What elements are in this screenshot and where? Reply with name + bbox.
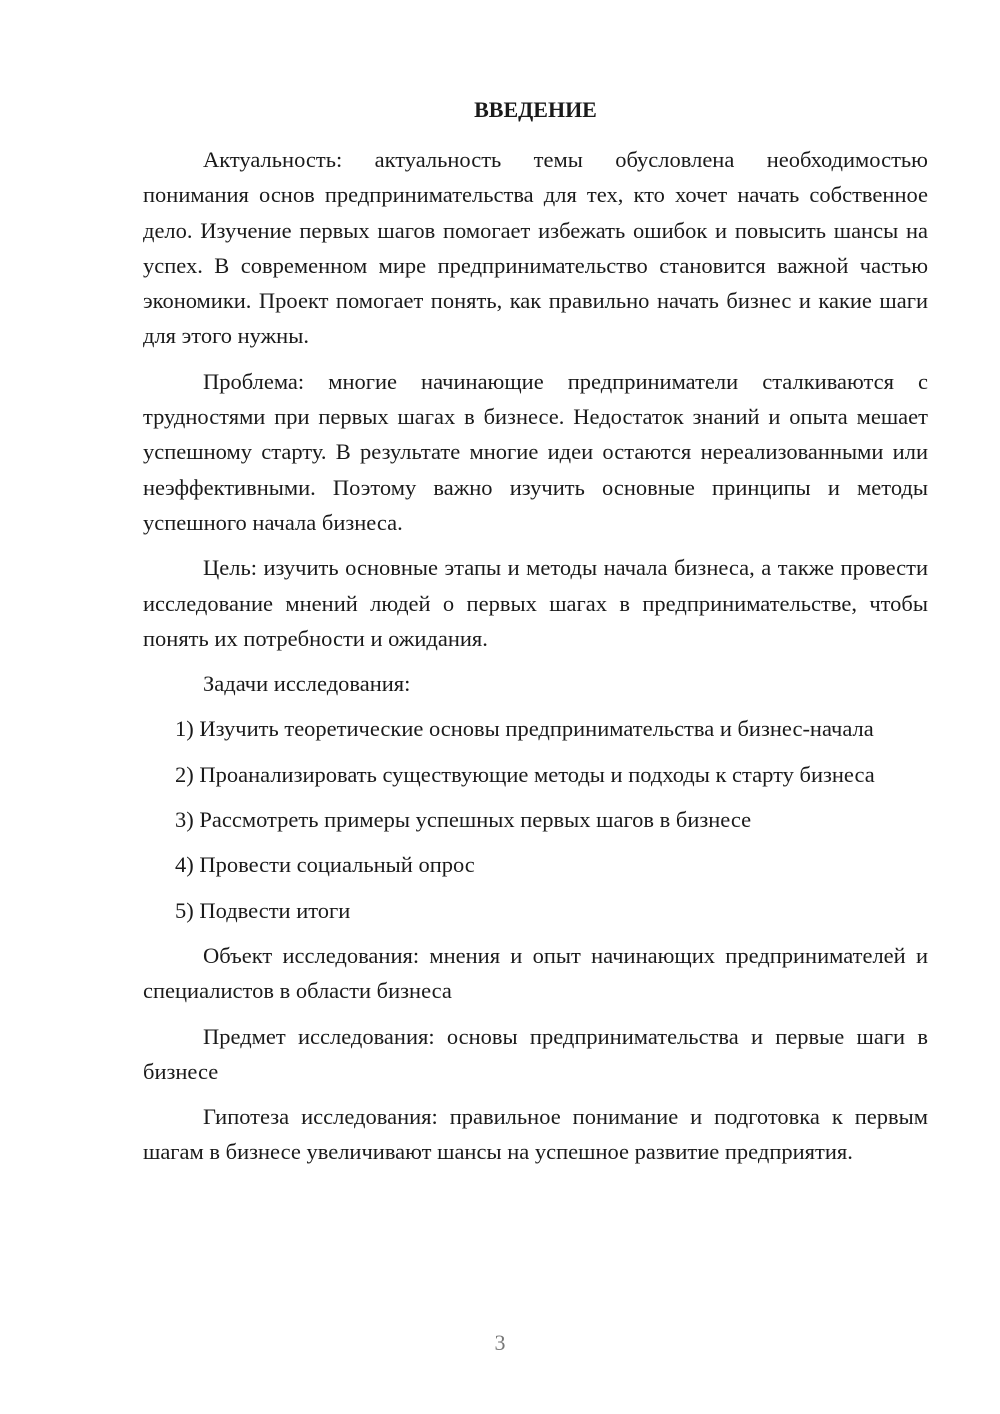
- goal-paragraph: Цель: изучить основные этапы и методы начала бизнеса, а также провести исследование мнений людей о первых шагах в предпринимательстве, чтобы понять их потребности и ожидания.: [143, 555, 928, 651]
- task-item-4: 4) Провести социальный опрос: [175, 852, 475, 878]
- problem-paragraph: Проблема: многие начинающие предприниматели сталкиваются с трудностями при первых шагах в бизнесе. Недостаток знаний и опыта мешает успешному старту. В результате многие идеи остаются нереализованными или неэффективными. Поэтому важно изучить основные принципы и методы успешного начала бизнеса.: [143, 368, 928, 535]
- task-item-3: 3) Рассмотреть примеры успешных первых шагов в бизнесе: [175, 807, 752, 833]
- relevance-paragraph: Актуальность: актуальность темы обусловлена необходимостью понимания основ предпринимательства для тех, кто хочет начать собственное дело. Изучение первых шагов помогает избежать ошибок и повысить шансы на успех. В современном мире предпринимательство становится важной частью экономики. Проект помогает понять, как правильно начать бизнес и какие шаги для этого нужны.: [143, 147, 928, 349]
- task-item-2: 2) Проанализировать существующие методы и подходы к старту бизнеса: [175, 761, 875, 787]
- tasks-intro: Задачи исследования:: [203, 671, 411, 697]
- task-item-5: 5) Подвести итоги: [175, 897, 351, 923]
- document-page: [143, 88, 928, 1180]
- hypothesis-paragraph: Гипотеза исследования: правильное понимание и подготовка к первым шагам в бизнесе увеличивают шансы на успешное развитие предприятия.: [143, 1104, 928, 1165]
- page-number: 3: [494, 1330, 506, 1355]
- subject-paragraph: Предмет исследования: основы предпринимательства и первые шаги в бизнесе: [143, 1023, 928, 1084]
- object-paragraph: Объект исследования: мнения и опыт начинающих предпринимателей и специалистов в области бизнеса: [143, 942, 928, 1004]
- document-heading: ВВЕДЕНИЕ: [474, 97, 597, 122]
- task-item-1: 1) Изучить теоретические основы предпринимательства и бизнес-начала: [175, 716, 874, 742]
